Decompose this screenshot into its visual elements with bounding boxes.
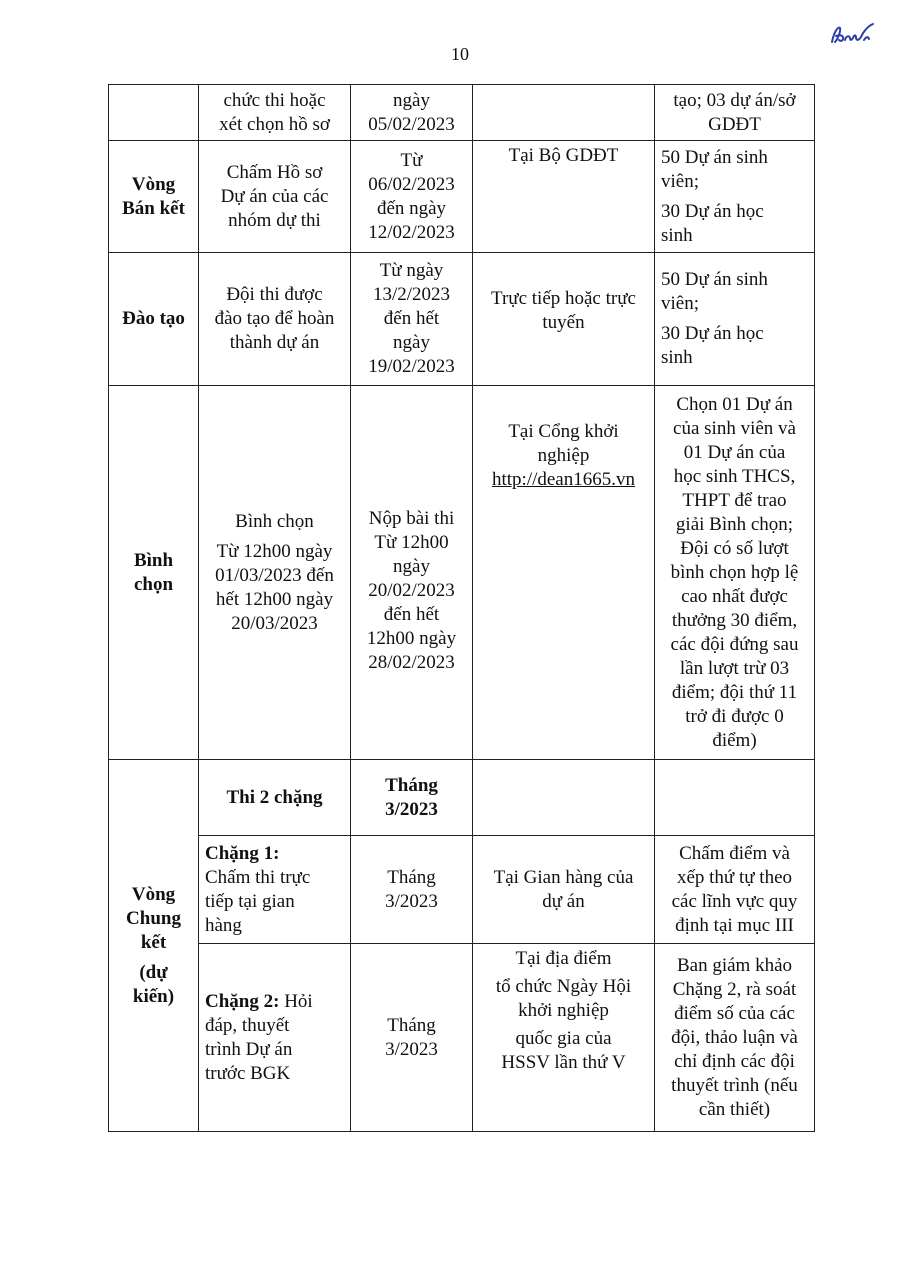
location-cell: Tại Cổng khởi nghiệp http://dean1665.vn [473,386,655,760]
page-number: 10 [451,44,469,64]
location-cell [473,760,655,836]
time-cell: Tháng 3/2023 [351,836,473,944]
table-row-voting [109,386,815,760]
activity-period: Từ 12h00 ngày 01/03/2023 đến hết 12h00 ngày 20/03/2023 [215,540,334,634]
stage-cell [109,85,199,141]
table-row-final-header [109,760,815,836]
time-cell: Nộp bài thi Từ 12h00 ngày 20/02/2023 đến hết 12h00 ngày 28/02/2023 [351,386,473,760]
time-cell: Tháng 3/2023 [351,944,473,1132]
time-cell: ngày 05/02/2023 [351,85,473,141]
result-cell: Chọn 01 Dự án của sinh viên và 01 Dự án của học sinh THCS, THPT để trao giải Bình chọn; Đội có số lượt bình chọn hợp lệ cao nhất được thưởng 30 điểm, các đội đứng sau lần lượt trừ 03 điểm; đội thứ 11 trở đi được 0 điểm) [655,386,815,760]
table-row-leg-1 [109,836,815,944]
time-cell: Tháng 3/2023 [351,760,473,836]
activity-title: Bình chọn [235,510,314,532]
stage-cell: Vòng Chung kết (dự kiến) [109,760,199,1132]
result-para: 50 Dự án sinh viên; [661,146,768,192]
result-cell: Chấm điểm và xếp thứ tự theo các lĩnh vực quy định tại mục III [655,836,815,944]
activity-cell: Chấm Hồ sơ Dự án của các nhóm dự thi [199,141,351,253]
table-row-training [109,253,815,386]
activity-cell: Chặng 2: Hỏi đáp, thuyết trình Dự án trước BGK [199,944,351,1132]
location-cell [473,85,655,141]
dean1665-link[interactable]: http://dean1665.vn [491,469,635,490]
table-row-continuation [109,85,815,141]
result-para: 30 Dự án học sinh [661,323,764,368]
handwritten-signature [828,20,878,50]
table-row-leg-2 [109,944,815,1132]
activity-cell: Đội thi được đào tạo để hoàn thành dự án [199,253,351,386]
result-para: 50 Dự án sinh viên; [661,269,768,314]
table-row-semifinal [109,141,815,253]
stage-cell: Vòng Bán kết [109,141,199,253]
location-cell: Tại địa điểm tổ chức Ngày Hội khởi nghiệp quốc gia của HSSV lần thứ V [473,944,655,1132]
activity-cell: Thi 2 chặng [199,760,351,836]
activity-cell: Chặng 1: Chấm thi trực tiếp tại gian hàng [199,836,351,944]
result-para: 30 Dự án học sinh [661,200,764,246]
time-cell: Từ ngày 13/2/2023 đến hết ngày 19/02/2023 [351,253,473,386]
stage-cell: Bình chọn [109,386,199,760]
leg-2-label: Chặng 2: [205,990,280,1012]
result-cell [655,253,815,386]
leg-2-text-first: Hỏi [279,990,313,1012]
result-cell: tạo; 03 dự án/sở GDĐT [655,85,815,141]
location-cell: Tại Gian hàng của dự án [473,836,655,944]
stage-cell: Đào tạo [109,253,199,386]
location-cell: Tại Bộ GDĐT [473,141,655,253]
result-cell [655,760,815,836]
activity-cell [199,386,351,760]
result-cell: Ban giám khảo Chặng 2, rà soát điểm số của các đội, thảo luận và chỉ định các đội thuyết trình (nếu cần thiết) [655,944,815,1132]
schedule-table [108,84,815,1132]
activity-cell: chức thi hoặc xét chọn hồ sơ [199,85,351,141]
location-cell: Trực tiếp hoặc trực tuyến [473,253,655,386]
result-cell [655,141,815,253]
time-cell: Từ 06/02/2023 đến ngày 12/02/2023 [351,141,473,253]
